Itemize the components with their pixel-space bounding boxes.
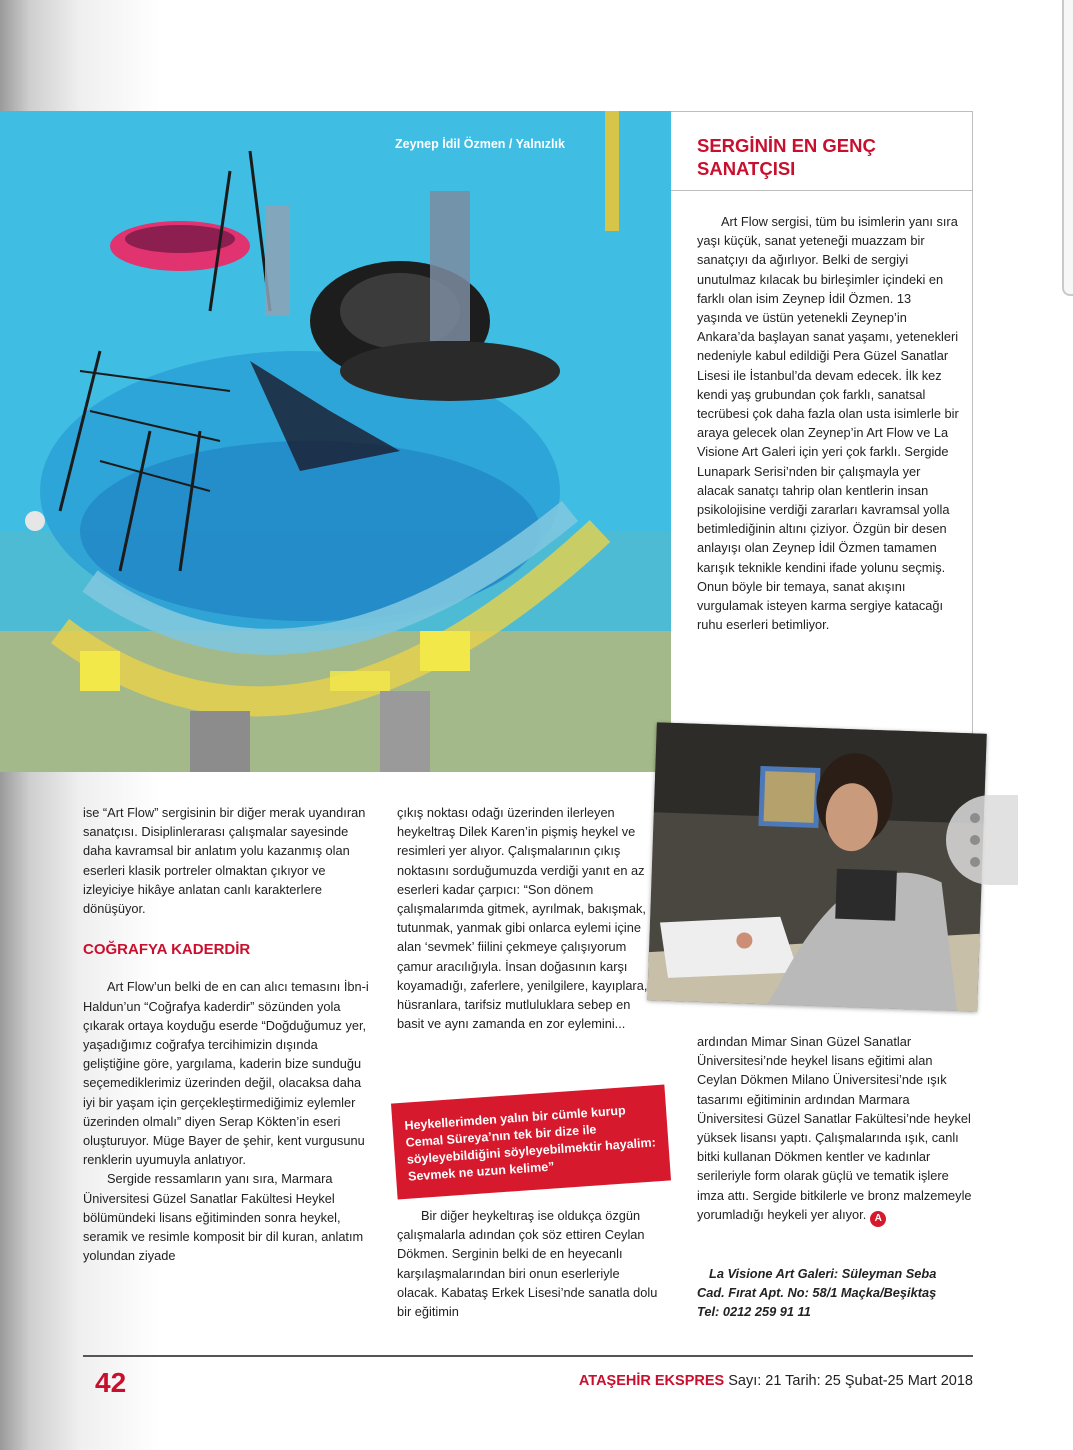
gallery-address [697, 1264, 973, 1322]
article-column-3 [697, 1032, 973, 1227]
address-line-3: Tel: 0212 259 91 11 [697, 1304, 811, 1320]
sidebar-body: Art Flow sergisi, tüm bu isimlerin yanı sıra yaşı küçük, sanat yeteneği muazzam bir sanatçıyı da ağırlıyor. Belki de sergiyi unutulmaz kılacak bu birleşimler içindeki en farklı olan isim Zeynep İdil Özmen. 13 yaşında ve üstün yetenekli Zeynep’in Ankara’da başlayan sanat yaşamı, yetenekleri nedeniyle kabul edildiği Pera Güzel Sanatlar Lisesi ile İstanbul’da devam edecek. İlk kez kendi yaş grubundan çok farklı, sanatsal tecrübesi çok daha fazla olan usta isimlerle bir araya gelecek olan Zeynep’in Art Flow ve La Visione Art Galeri için yeri çok farklı. Sergide Lunapark Serisi’nden bir çalışmayla yer alacak sanatçı tahrip olan kentlerin insan psikolojisine verdiği zararları kavramsal yolla betimlediğinin altını çiziyor. Özgün bir desen anlayışı olan Zeynep İdil Özmen tamamen karışık teknikle kendini ifade yolunu seçmiş. Onun böyle bir temaya, sanat akışını vurgulamak isteyen karma sergiye katacağı ruhu eserleri betimliyor. [697, 214, 959, 633]
column1-intro: ise “Art Flow” sergisinin bir diğer merak uyandıran sanatçısı. Disiplinlerarası çalışmalar sayesinde daha kavramsal bir anlatım yolu kazanmış olan eserleri klasik portreler olmaktan çıkıyor ve izleyiciye hikâye anlatan canlı karakterlere dönüşüyor. [83, 805, 366, 917]
section-heading-cografya: COĞRAFYA KADERDİR [83, 941, 251, 959]
edge-scrollbar[interactable] [1062, 0, 1073, 296]
sidebar-divider [671, 190, 973, 191]
article-column-2-continued [397, 1206, 659, 1321]
footer-info [579, 1373, 973, 1389]
address-line-2: Cad. Fırat Apt. No: 58/1 Maçka/Beşiktaş [697, 1285, 937, 1301]
footer-divider [83, 1355, 973, 1357]
painting-caption: Zeynep İdil Özmen / Yalnızlık [395, 137, 565, 151]
artist-photo-image [647, 722, 987, 1011]
column3-paragraph-text: ardından Mimar Sinan Güzel Sanatlar Üniversitesi’nde heykel lisans eğitimi alan Ceylan Dökmen Milano Üniversitesi’nde ışık tasarımı eğitiminin ardından Marmara Üniversitesi Güzel Sanatlar Fakültesi’nde heykel yüksek lisansı yaptı. Çalışmalarında ışık, canlı bitki kullanan Dökmen kentler ve kadınlar serileriyle form olarak güçlü ve tematik işlere imza attı. Sergide bitkilerle ve bronz malzemeyle yorumladığı heykeli yer alıyor. [697, 1034, 972, 1222]
handle-dot-icon [970, 813, 980, 823]
artist-photo [647, 722, 987, 1011]
footer-issue: Sayı: 21 Tarih: 25 Şubat-25 Mart 2018 [728, 1373, 973, 1389]
handle-dot-icon [970, 857, 980, 867]
sidebar-box [671, 111, 973, 751]
column3-paragraph-1 [697, 1032, 973, 1227]
article-column-1 [83, 803, 371, 1265]
article-end-mark-icon: A [870, 1211, 886, 1227]
column2-paragraph-2: Bir diğer heykeltıraş ise oldukça özgün çalışmalarla adından çok söz ettiren Ceylan Dökmen. Serginin belki de en heyecanlı karşılaşmalarından biri onun eserleriyle olacak. Kabataş Erkek Lisesi’nde sanatla dolu bir eğitimin [397, 1208, 658, 1320]
article-column-2 [397, 803, 659, 1033]
sidebar-title: SERGİNİN EN GENÇ SANATÇISI [697, 135, 876, 179]
column1-paragraph-2: Sergide ressamların yanı sıra, Marmara Üniversitesi Güzel Sanatlar Fakültesi Heykel bölümündeki lisans eğitiminden sonra heykel, seramik ve resimle komposit bir dil kuran, anlatım yolundan ziyade [83, 1171, 364, 1264]
pull-quote: Heykellerimden yalın bir cümle kurup Cemal Süreya’nın tek bir dize ile söyleyebildiğini söyleyebilmektir hayalim: Sevmek ne uzun kelime” [391, 1085, 671, 1200]
footer-brand: ATAŞEHİR EKSPRES [578, 1373, 725, 1389]
column2-paragraph-1: çıkış noktası odağı üzerinden ilerleyen heykeltraş Dilek Karen’in pişmiş heykel ve resimleri yer alıyor. Çalışmalarının çıkış noktasını sorduğumuzda verdiği yanıt en az eserleri kadar çarpıcı: “Son dönem çalışmalarımda gitmek, ayrılmak, bakışmak, tutunmak, yanmak gibi onlarca eylemi içine alan ‘sevmek’ fiilini çekmeye çalışıyorum çamur aracılığıyla. İnsan doğasının karşı koyamadığı, zaferlere, yenilgilere, kayıplara, hüsranlara, tarifsiz mutluluklara sebep en basit ve aynı zamanda en zor eylemini... [397, 805, 648, 1032]
page-number: 42 [95, 1367, 127, 1398]
handle-dot-icon [970, 835, 980, 845]
column1-paragraph-1: Art Flow’un belki de en can alıcı temasını İbn-i Haldun’un “Coğrafya kaderdir” sözünden yola çıkarak ortaya koyduğu eserde “Doğduğumuz yer, yaşadığımız coğrafya tercihimizin dışında geliştiğine göre, yargılama, kaderin bize sunduğu seçemediklerimiz üzerinden değil, olacaksa daha iyi bir yaşam için gerçekleştirmediğimiz eylemler üzerinden olmalı” diyen Serap Kökten’in eseri oluşturuyor. Müge Bayer de şehir, kent vurgusunu renklerin uyumuyla anlatıyor. [83, 979, 369, 1168]
painting-image [0, 111, 671, 772]
address-line-1: La Visione Art Galeri: Süleyman Seba [709, 1266, 937, 1281]
painting-artwork [0, 111, 671, 772]
